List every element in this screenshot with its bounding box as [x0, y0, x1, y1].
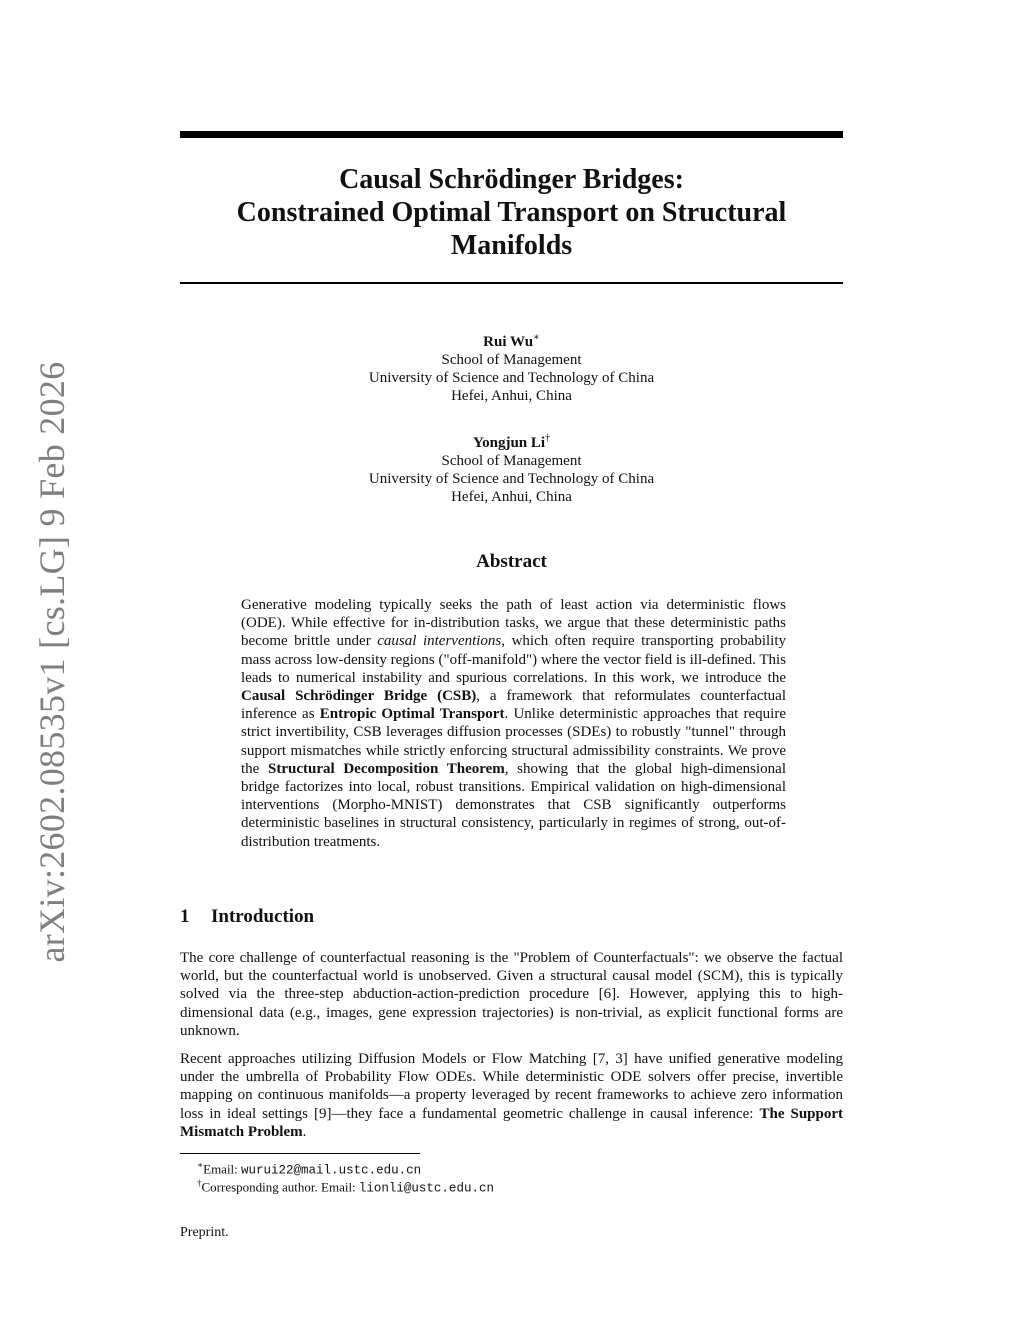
title-line: Constrained Optimal Transport on Structural — [236, 197, 787, 228]
author-affiliation: University of Science and Technology of China — [368, 370, 655, 386]
footnote-mark: † — [197, 1178, 202, 1188]
italic-term: causal interventions — [377, 633, 502, 650]
author-affiliation: School of Management — [441, 352, 582, 368]
body-paragraph — [180, 1050, 843, 1141]
author-block — [180, 430, 843, 506]
section-title: Introduction — [211, 906, 315, 927]
text-run: The core challenge of counterfactual reasoning is the "Problem of Counterfactuals": we observe the factual world, but the counterfactual world is unobserved. Given a structural causal model (SCM), this is typically solved via the three-step abduction-action-prediction procedure [6]. However, applying this to high-dimensional data (e.g., images, gene expression trajectories) is non-trivial, as explicit functional forms are unknown. — [180, 950, 843, 1039]
footnote-mark: ∗ — [197, 1160, 204, 1170]
footnote-rule — [180, 1153, 420, 1154]
section-heading — [180, 906, 314, 928]
author-name: Rui Wu — [483, 334, 534, 350]
author-affiliation: University of Science and Technology of China — [368, 471, 655, 487]
paper-title — [180, 163, 843, 262]
arxiv-identifier-stamp: arXiv:2602.08535v1 [cs.LG] 9 Feb 2026 — [32, 361, 72, 963]
text-run: , which often require transporting probability mass across low-density regions ("off-manifold") where the vector field is ill-defined. This leads to numerical instability and spurious correlations. In this work, we introduce the — [241, 633, 787, 686]
author-mark: † — [545, 433, 551, 444]
bold-term: Entropic Optimal Transport — [319, 706, 505, 723]
abstract-heading: Abstract — [476, 551, 547, 572]
title-bottom-rule — [180, 282, 843, 284]
bold-term: Structural Decomposition Theorem — [268, 760, 505, 777]
text-run: Recent approaches utilizing Diffusion Models or Flow Matching [7, 3] have unified generative modeling under the umbrella of Probability Flow ODEs. While deterministic ODE solvers offer precise, invertible mapping on continuous manifolds—a property leveraged by recent frameworks to achieve zero information loss in ideal settings [9]—they face a fundamental geometric challenge in causal inference: — [180, 1051, 843, 1122]
text-run: , a framework that reformulates counterfactual inference as — [241, 688, 787, 723]
abstract-text — [241, 596, 786, 851]
footer-preprint: Preprint. — [180, 1225, 229, 1240]
author-block — [180, 329, 843, 405]
author-affiliation: Hefei, Anhui, China — [451, 388, 572, 404]
author-affiliation: Hefei, Anhui, China — [451, 489, 572, 505]
body-paragraph — [180, 949, 843, 1040]
email-address: lionli@ustc.edu.cn — [358, 1181, 494, 1196]
bold-term: The Support Mismatch Problem — [180, 1105, 843, 1140]
email-address: wurui22@mail.ustc.edu.cn — [241, 1163, 422, 1178]
title-line: Causal Schrödinger Bridges: — [339, 164, 684, 195]
author-mark: ∗ — [533, 332, 540, 343]
title-top-rule — [180, 131, 843, 138]
title-line: Manifolds — [450, 230, 573, 261]
text-run: Generative modeling typically seeks the path of least action via deterministic flows (ODE). While effective for in-distribution tasks, we argue that these deterministic paths become brittle under — [241, 597, 786, 650]
text-run: , showing that the global high-dimensional bridge factorizes into local, robust transitions. Empirical validation on high-dimensional interventions (Morpho-MNIST) demonstrates that CSB significantly outperforms deterministic baselines in structural consistency, particularly in regimes of strong, out-of-distribution treatments. — [241, 760, 786, 850]
footnote-label: Corresponding author. Email: — [201, 1179, 359, 1195]
text-run: . Unlike deterministic approaches that require strict invertibility, CSB leverages diffusion processes (SDEs) to robustly "tunnel" through support mismatches while strictly enforcing structural admissibility constraints. We prove the — [241, 706, 786, 777]
bold-term: Causal Schrödinger Bridge (CSB) — [241, 688, 477, 705]
author-affiliation: School of Management — [441, 453, 582, 469]
footnote-label: Email: — [203, 1161, 242, 1177]
section-number: 1 — [180, 906, 190, 927]
text-run: . — [302, 1123, 307, 1140]
author-name: Yongjun Li — [472, 435, 546, 451]
footnote — [197, 1175, 494, 1196]
